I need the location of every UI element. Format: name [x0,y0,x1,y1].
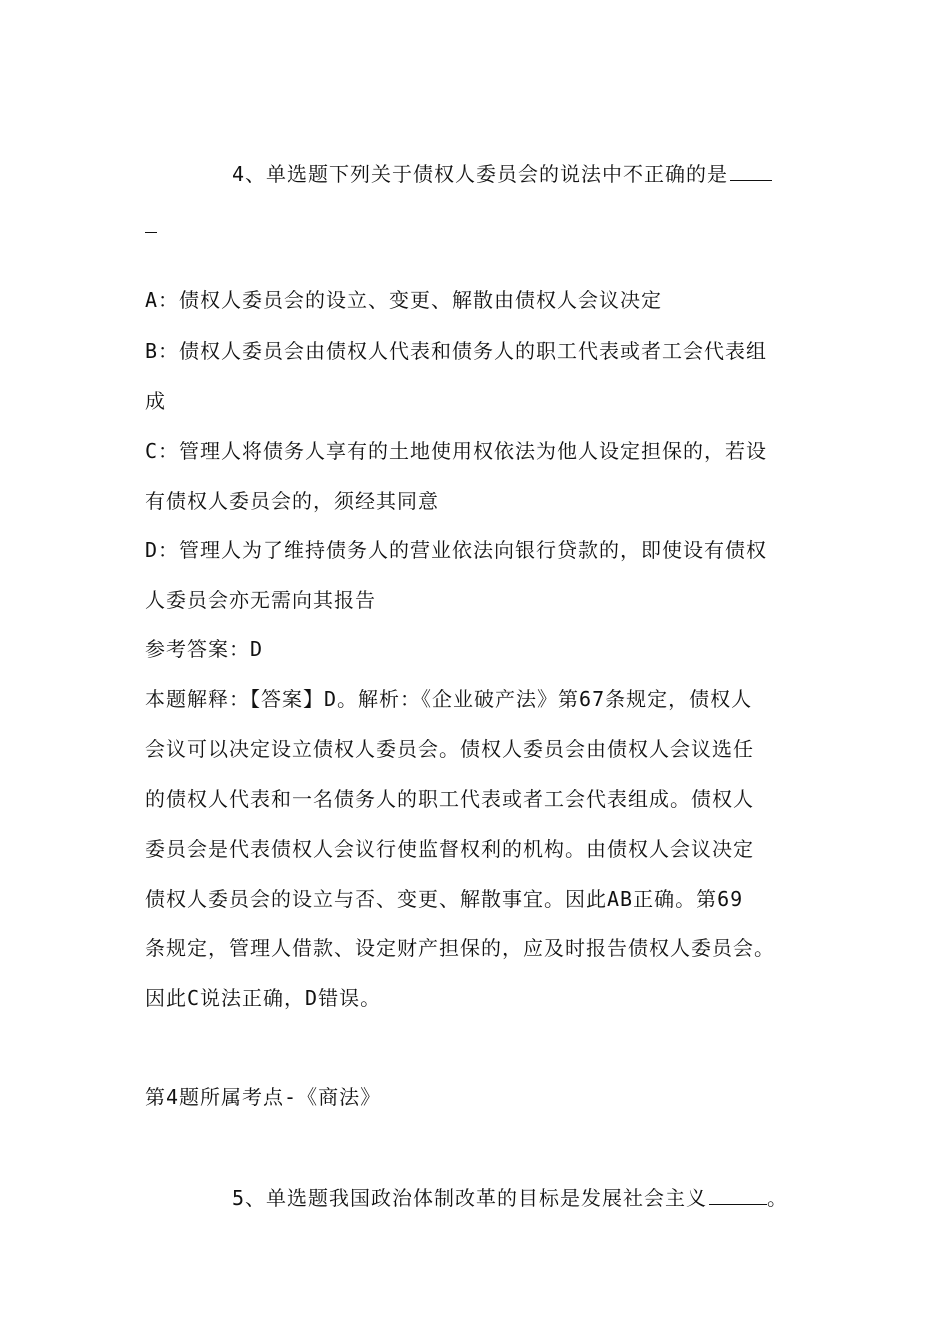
option-b: B：债权人委员会由债权人代表和债务人的职工代表或者工会代表组 [145,339,768,363]
answer-blank-tail [145,214,157,233]
option-b-cont: 成 [145,389,166,413]
answer-blank-continuation [145,214,157,238]
explanation-line-5: 债权人委员会的设立与否、变更、解散事宜。因此AB正确。第69 [145,887,744,911]
q5-stem [232,1186,788,1210]
answer-blank [730,162,772,181]
reference-answer: 参考答案：D [145,637,264,661]
explanation-line-6: 条规定，管理人借款、设定财产担保的，应及时报告债权人委员会。 [145,936,775,960]
q5-answer-blank [709,1186,767,1205]
explanation-line-4: 委员会是代表债权人会议行使监督权利的机构。由债权人会议决定 [145,837,754,861]
option-c-cont: 有债权人委员会的，须经其同意 [145,489,439,513]
option-d: D：管理人为了维持债务人的营业依法向银行贷款的，即使设有债权 [145,538,768,562]
q4-stem-text: 4、单选题下列关于债权人委员会的说法中不正确的是 [232,162,729,186]
explanation-line-2: 会议可以决定设立债权人委员会。债权人委员会由债权人会议选任 [145,737,754,761]
topic-note: 第4题所属考点-《商法》 [145,1085,382,1109]
q4-stem [232,162,772,186]
option-a: A：债权人委员会的设立、变更、解散由债权人会议决定 [145,288,663,312]
option-c: C：管理人将债务人享有的土地使用权依法为他人设定担保的，若设 [145,439,768,463]
explanation-line-3: 的债权人代表和一名债务人的职工代表或者工会代表组成。债权人 [145,787,754,811]
q5-stem-text: 5、单选题我国政治体制改革的目标是发展社会主义 [232,1186,708,1210]
explanation-line-1: 本题解释：【答案】D。解析：《企业破产法》第67条规定，债权人 [145,687,753,711]
q5-end: 。 [767,1186,789,1210]
option-d-cont: 人委员会亦无需向其报告 [145,588,376,612]
explanation-line-7: 因此C说法正确，D错误。 [145,986,382,1010]
